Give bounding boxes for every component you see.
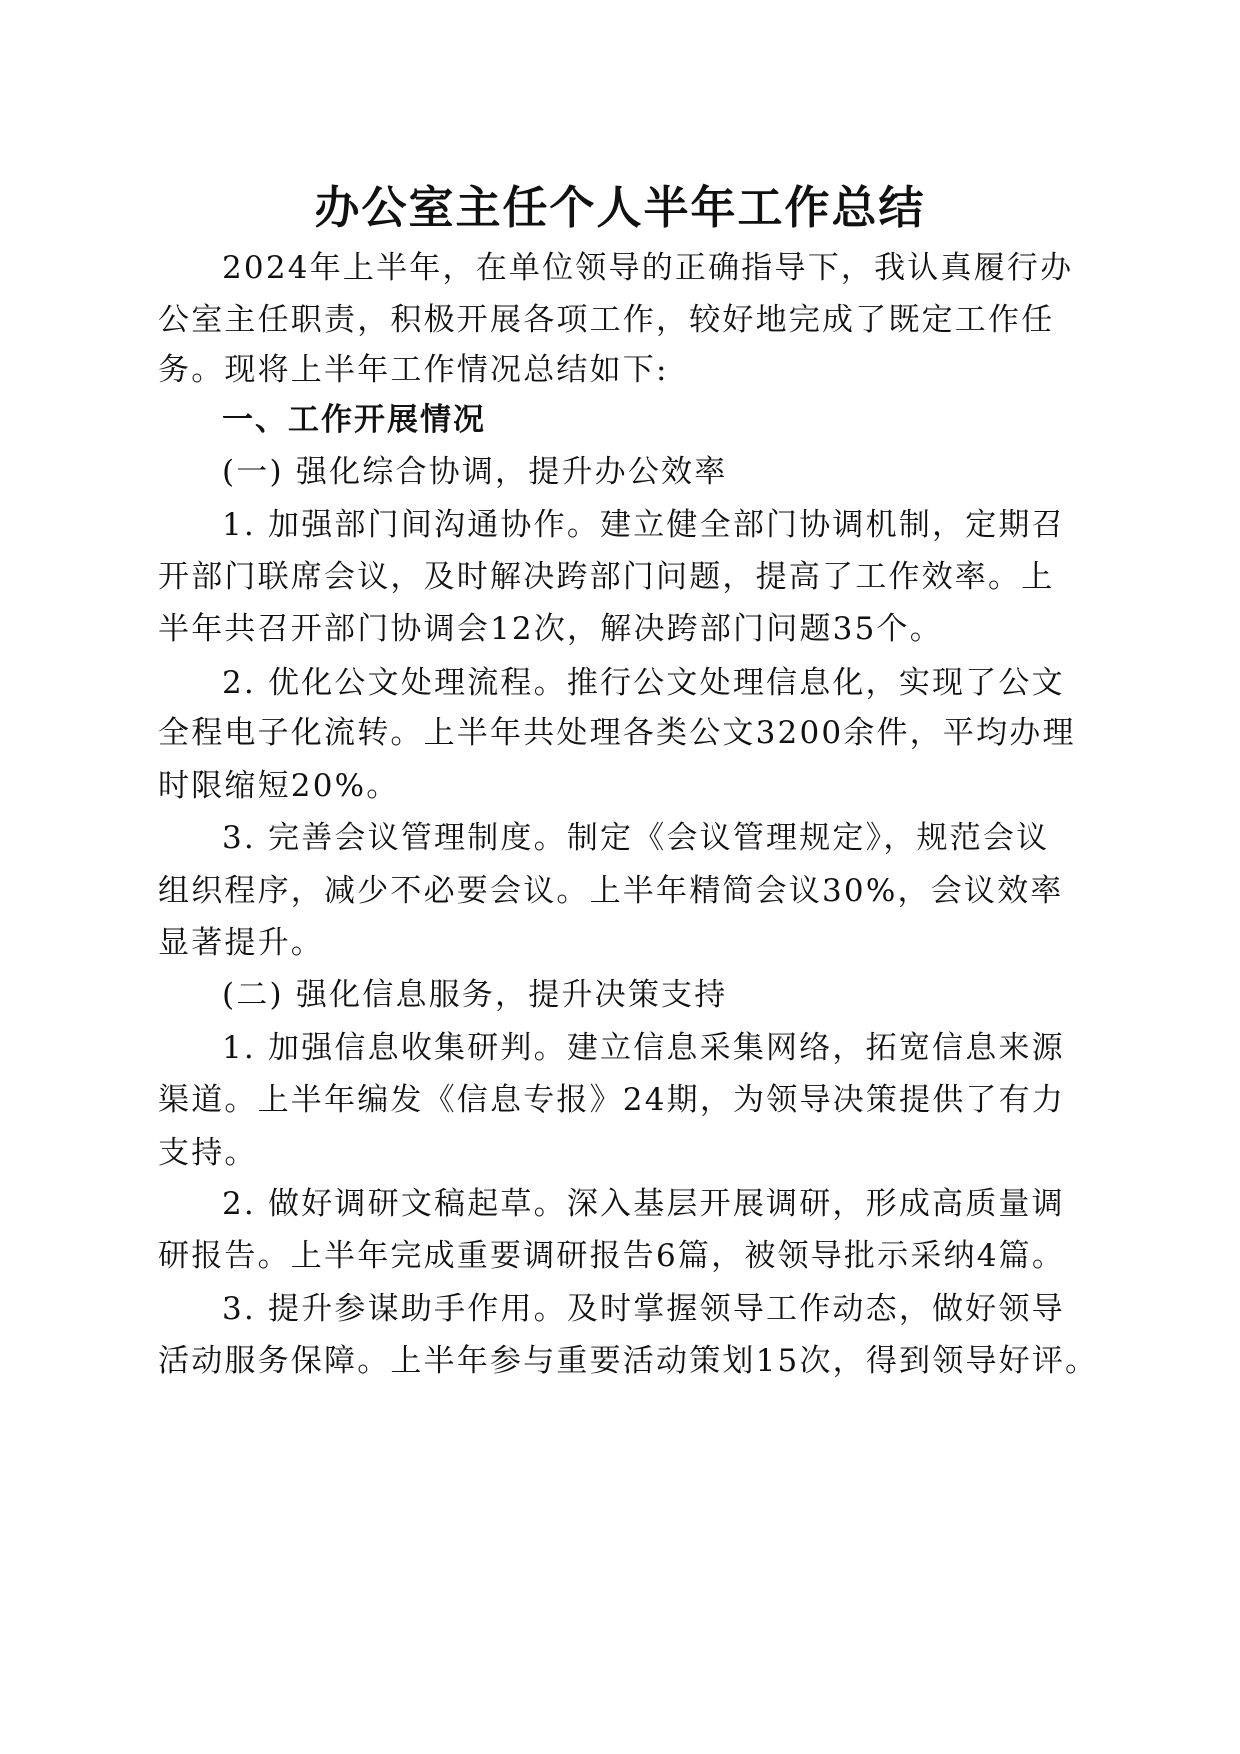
item-2-2-line-2: 研报告。上半年完成重要调研报告6篇，被领导批示采纳4篇。 bbox=[158, 1238, 1066, 1274]
item-1-2-line-3: 时限缩短20%。 bbox=[158, 768, 400, 804]
item-2-1-line-1: 1. 加强信息收集研判。建立信息采集网络，拓宽信息来源 bbox=[222, 1030, 1065, 1066]
item-1-2-line-1: 2. 优化公文处理流程。推行公文处理信息化，实现了公文 bbox=[222, 665, 1065, 701]
item-1-2-line-2: 全程电子化流转。上半年共处理各类公文3200余件，平均办理 bbox=[158, 715, 1076, 751]
subsection-heading-1: (一) 强化综合协调，提升办公效率 bbox=[222, 454, 728, 490]
subsection-heading-2: (二) 强化信息服务，提升决策支持 bbox=[222, 977, 728, 1013]
section-heading-1: 一、工作开展情况 bbox=[222, 402, 486, 438]
intro-line-3: 务。现将上半年工作情况总结如下: bbox=[158, 352, 669, 388]
item-1-1-line-2: 开部门联席会议，及时解决跨部门问题，提高了工作效率。上 bbox=[158, 559, 1055, 595]
intro-line-1: 2024年上半年，在单位领导的正确指导下，我认真履行办 bbox=[222, 250, 1074, 286]
intro-line-2: 公室主任职责，积极开展各项工作，较好地完成了既定工作任 bbox=[158, 302, 1055, 338]
item-2-3-line-1: 3. 提升参谋助手作用。及时掌握领导工作动态，做好领导 bbox=[222, 1291, 1065, 1327]
item-2-1-line-3: 支持。 bbox=[158, 1135, 258, 1171]
item-2-1-line-2: 渠道。上半年编发《信息专报》24期，为领导决策提供了有力 bbox=[158, 1082, 1066, 1118]
item-1-3-line-1: 3. 完善会议管理制度。制定《会议管理规定》，规范会议 bbox=[222, 820, 1050, 856]
item-1-1-line-1: 1. 加强部门间沟通协作。建立健全部门协调机制，定期召 bbox=[222, 507, 1065, 543]
item-1-3-line-2: 组织程序，减少不必要会议。上半年精简会议30%，会议效率 bbox=[158, 873, 1064, 909]
item-1-3-line-3: 显著提升。 bbox=[158, 925, 324, 961]
item-2-2-line-1: 2. 做好调研文稿起草。深入基层开展调研，形成高质量调 bbox=[222, 1186, 1065, 1222]
item-2-3-line-2: 活动服务保障。上半年参与重要活动策划15次，得到领导好评。 bbox=[158, 1343, 1099, 1379]
item-1-1-line-3: 半年共召开部门协调会12次，解决跨部门问题35个。 bbox=[158, 611, 943, 647]
document-title: 办公室主任个人半年工作总结 bbox=[314, 181, 926, 234]
